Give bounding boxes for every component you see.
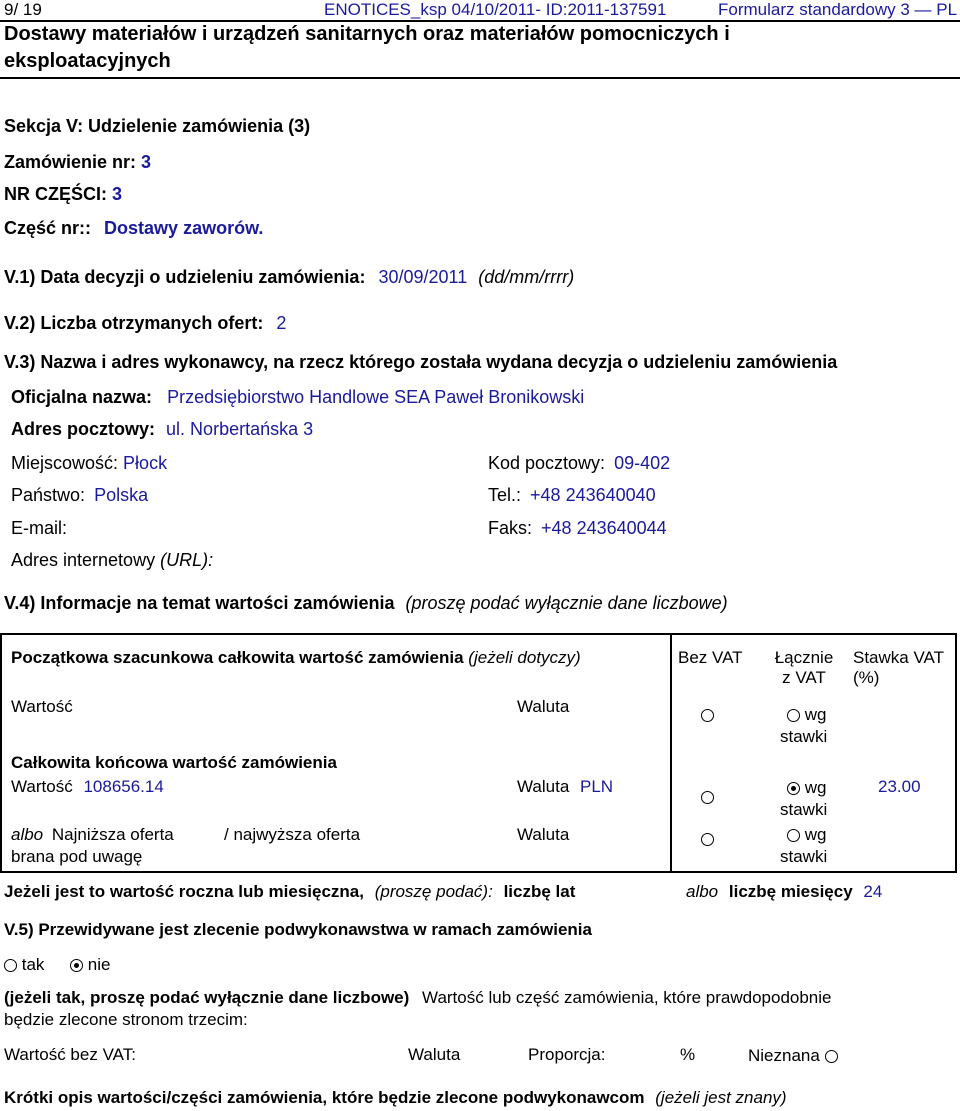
col-bez-vat: Bez VAT xyxy=(678,648,743,667)
subcontracting-note-text: Wartość lub część zamówienia, które prawdopodobnie xyxy=(422,988,832,1007)
page-number: 9/ 19 xyxy=(4,0,42,19)
part-number-label: NR CZĘŚCI: xyxy=(4,184,107,204)
phone-value: +48 243640040 xyxy=(530,485,656,505)
final-currency-row xyxy=(517,777,613,797)
url-row xyxy=(11,550,213,571)
final-value-amount: 108656.14 xyxy=(83,777,164,796)
initial-wg-stawki-radio[interactable] xyxy=(787,705,826,725)
radio-icon xyxy=(701,709,714,722)
part-name-row xyxy=(4,218,263,239)
unknown-label: Nieznana xyxy=(748,1046,820,1065)
phone-row xyxy=(488,485,656,506)
annual-value-row xyxy=(4,882,575,902)
postal-address-value: ul. Norbertańska 3 xyxy=(166,419,314,439)
official-name-row xyxy=(11,387,584,408)
header-divider xyxy=(0,20,960,22)
subcontracting-note-row xyxy=(4,988,832,1008)
subcontract-value-label: Wartość bez VAT: xyxy=(4,1045,136,1064)
initial-waluta-label: Waluta xyxy=(517,697,570,716)
range-wg-stawki-radio[interactable] xyxy=(787,825,826,845)
date-format: (dd/mm/rrrr) xyxy=(478,267,575,287)
radio-icon xyxy=(825,1050,838,1063)
initial-value-heading xyxy=(11,648,581,668)
subcontract-description-row xyxy=(4,1088,787,1108)
subcontracting-note-bold: (jeżeli tak, proszę podać wyłącznie dane liczbowe) xyxy=(4,988,410,1007)
percent-label: % xyxy=(680,1045,696,1064)
col-stawka-line1: Stawka VAT xyxy=(853,648,945,667)
subcontracting-heading: V.5) Przewidywane jest zlecenie podwykonawstwa w ramach zamówienia xyxy=(4,920,592,939)
postal-code-row xyxy=(488,453,670,474)
table-divider xyxy=(670,635,672,871)
country-label: Państwo: xyxy=(11,485,86,505)
contract-value-heading xyxy=(4,593,728,614)
initial-bez-vat-radio[interactable] xyxy=(701,705,714,725)
city-row xyxy=(11,453,167,474)
wg-label: wg xyxy=(804,778,827,797)
postal-code-value: 09-402 xyxy=(614,453,671,473)
order-number-label: Zamówienie nr: xyxy=(4,152,137,172)
radio-icon xyxy=(4,959,17,972)
subcontracting-tak-option[interactable] xyxy=(4,955,44,975)
fax-row xyxy=(488,518,667,539)
country-value: Polska xyxy=(94,485,149,505)
order-number-row xyxy=(4,152,151,173)
col-lacznie xyxy=(774,648,834,688)
subcontracting-note-line2: będzie zlecone stronom trzecim: xyxy=(4,1010,248,1029)
stawki-label: stawki xyxy=(780,727,828,746)
col-lacznie-line1: Łącznie xyxy=(774,648,834,667)
section-title: Sekcja V: Udzielenie zamówienia (3) xyxy=(4,116,311,136)
city-label: Miejscowość: xyxy=(11,453,119,473)
final-bez-vat-radio[interactable] xyxy=(701,787,714,807)
city-value: Płock xyxy=(123,453,168,473)
url-suffix: (URL): xyxy=(160,550,214,570)
wg-label: wg xyxy=(804,825,827,844)
nie-label: nie xyxy=(87,955,111,974)
radio-icon xyxy=(701,791,714,804)
decision-date-label: V.1) Data decyzji o udzieleniu zamówienia: xyxy=(4,267,366,287)
stawki-label: stawki xyxy=(780,800,828,819)
form-type: Formularz standardowy 3 — PL xyxy=(718,0,958,19)
subcontract-currency-label: Waluta xyxy=(408,1045,461,1064)
radio-icon xyxy=(701,833,714,846)
col-lacznie-line2: z VAT xyxy=(782,668,826,687)
initial-wartosc-label: Wartość xyxy=(11,697,73,716)
contract-value-note: (proszę podać wyłącznie dane liczbowe) xyxy=(405,593,728,613)
document-title-line1: Dostawy materiałów i urządzeń sanitarnych oraz materiałów pomocniczych i xyxy=(4,23,730,45)
document-title-line2: eksploatacyjnych xyxy=(4,50,171,72)
country-row xyxy=(11,485,148,506)
contractor-heading: V.3) Nazwa i adres wykonawcy, na rzecz którego została wydana decyzja o udzieleniu zamówienia xyxy=(4,352,838,372)
initial-value-note: (jeżeli dotyczy) xyxy=(468,648,581,667)
subcontract-description-note: (jeżeli jest znany) xyxy=(655,1088,787,1107)
postal-address-row xyxy=(11,419,313,440)
stawki-label: stawki xyxy=(780,847,828,866)
final-wg-stawki-radio[interactable] xyxy=(787,778,826,798)
final-currency-value: PLN xyxy=(580,777,614,796)
subcontracting-nie-option[interactable] xyxy=(70,955,110,975)
document-id: ENOTICES_ksp 04/10/2011- ID:2011-137591 xyxy=(324,0,667,19)
part-number-value: 3 xyxy=(112,184,123,204)
decision-date-value: 30/09/2011 xyxy=(378,267,468,287)
considered-label: brana pod uwagę xyxy=(11,847,143,866)
part-number-row xyxy=(4,184,122,205)
subcontract-description-label: Krótki opis wartości/części zamówienia, które będzie zlecone podwykonawcom xyxy=(4,1088,645,1107)
postal-address-label: Adres pocztowy: xyxy=(11,419,156,439)
albo-label: albo xyxy=(11,825,44,844)
annual-value-label: Jeżeli jest to wartość roczna lub miesięczna, xyxy=(4,882,364,901)
col-stawka xyxy=(853,648,944,688)
order-number-value: 3 xyxy=(141,152,152,172)
final-vat-rate: 23.00 xyxy=(878,777,921,796)
phone-label: Tel.: xyxy=(488,485,522,505)
official-name-label: Oficjalna nazwa: xyxy=(11,387,153,407)
offers-count-row xyxy=(4,313,286,334)
fax-label: Faks: xyxy=(488,518,533,538)
years-label: liczbę lat xyxy=(503,882,576,901)
contract-value-label: V.4) Informacje na temat wartości zamówienia xyxy=(4,593,395,613)
value-table xyxy=(0,633,957,873)
annual-value-note: (proszę podać): xyxy=(374,882,493,901)
initial-value-label: Początkowa szacunkowa całkowita wartość zamówienia xyxy=(11,648,464,667)
official-name-value: Przedsiębiorstwo Handlowe SEA Paweł Bronikowski xyxy=(167,387,585,407)
final-wartosc-label: Wartość xyxy=(11,777,73,796)
fax-value: +48 243640044 xyxy=(541,518,667,538)
title-divider xyxy=(0,77,960,79)
part-name-value: Dostawy zaworów. xyxy=(104,218,264,238)
part-name-label: Część nr:: xyxy=(4,218,92,238)
months-label: liczbę miesięcy xyxy=(728,882,853,901)
highest-offer-label: / najwyższa oferta xyxy=(224,825,361,844)
radio-icon xyxy=(787,709,800,722)
radio-selected-icon xyxy=(787,782,800,795)
radio-icon xyxy=(787,829,800,842)
email-label: E-mail: xyxy=(11,518,68,538)
final-value-heading: Całkowita końcowa wartość zamówienia xyxy=(11,753,337,772)
tak-label: tak xyxy=(21,955,45,974)
wg-label: wg xyxy=(804,705,827,724)
lowest-offer-row xyxy=(11,825,174,845)
unknown-option[interactable] xyxy=(748,1046,838,1066)
offers-count-value: 2 xyxy=(276,313,287,333)
col-stawka-line2: (%) xyxy=(853,668,880,687)
months-row xyxy=(686,882,882,902)
radio-selected-icon xyxy=(70,959,83,972)
postal-code-label: Kod pocztowy: xyxy=(488,453,606,473)
final-value-row xyxy=(11,777,164,797)
months-value: 24 xyxy=(863,882,883,901)
range-bez-vat-radio[interactable] xyxy=(701,829,714,849)
proportion-label: Proporcja: xyxy=(528,1045,606,1064)
offers-count-label: V.2) Liczba otrzymanych ofert: xyxy=(4,313,264,333)
url-label: Adres internetowy xyxy=(11,550,156,570)
lowest-offer-label: Najniższa oferta xyxy=(51,825,174,844)
final-waluta-label: Waluta xyxy=(517,777,570,796)
range-waluta-label: Waluta xyxy=(517,825,570,844)
decision-date-row xyxy=(4,267,574,288)
albo-label: albo xyxy=(686,882,719,901)
